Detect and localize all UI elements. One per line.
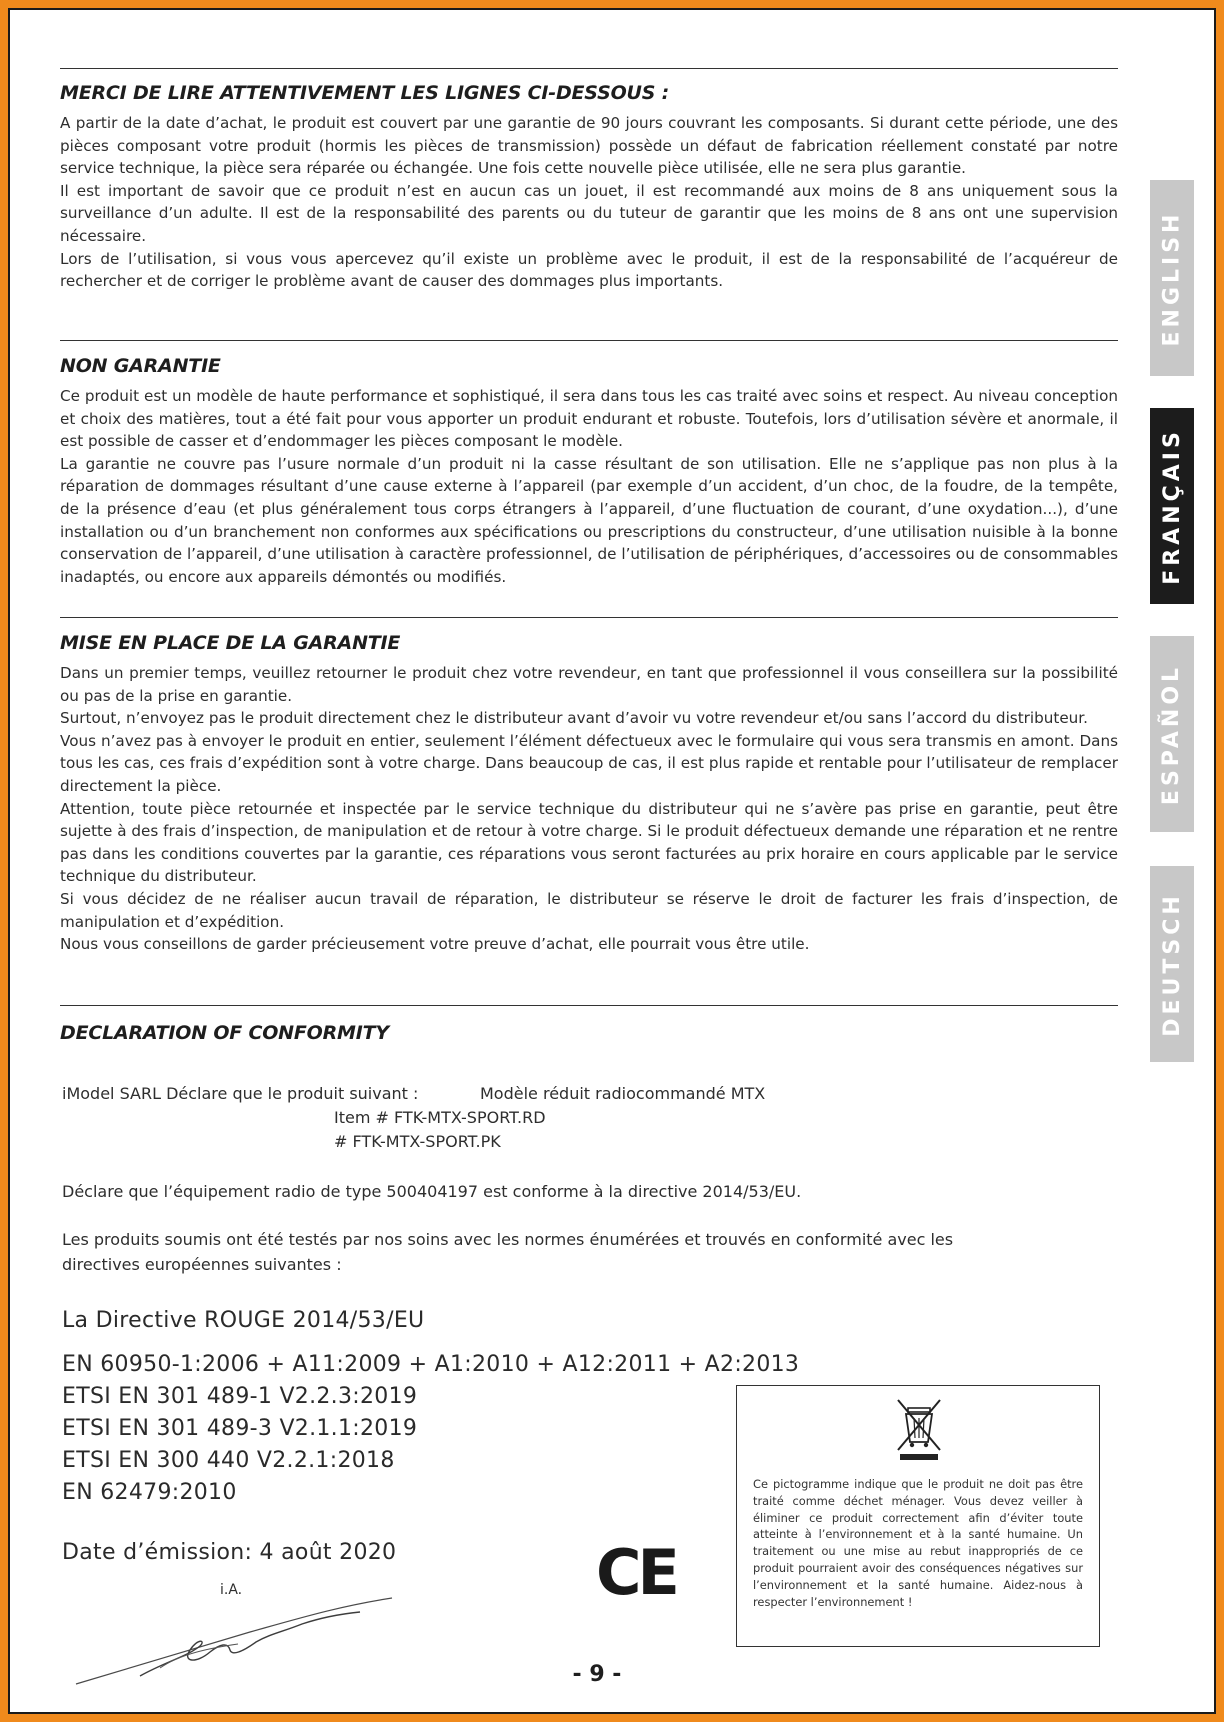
weee-notice-text: Ce pictogramme indique que le produit ne doit pas être traité comme déchet ménager. Vous devez veiller à éliminer ce produit correctement afin d’éviter toute atteinte à l’environnement et à la santé humaine. Un traitement ou une mise au rebut inappropriés de ce produit pourraient avoir des conséquences négatives sur l’environnement et la santé humaine. Aidez-nous à respecter l’environnement !: [753, 1477, 1083, 1609]
issue-date: Date d’émission: 4 août 2020: [62, 1540, 397, 1565]
section-divider: [60, 68, 1118, 69]
section-divider: [60, 617, 1118, 618]
manual-page: [10, 10, 1214, 1712]
section-title: DECLARATION OF CONFORMITY: [60, 1022, 389, 1044]
standard-item: EN 60950-1:2006 + A11:2009 + A1:2010 + A12:2011 + A2:2013: [62, 1352, 800, 1377]
tab-francais[interactable]: [1150, 408, 1194, 604]
item-number: # FTK-MTX-SPORT.PK: [334, 1132, 501, 1151]
paragraph: Dans un premier temps, veuillez retourner le produit chez votre revendeur, en tant que professionnel il vous conseillera sur la possibilité ou pas de la prise en garantie.: [60, 664, 1118, 705]
tab-deutsch[interactable]: [1150, 866, 1194, 1062]
paragraph: Nous vous conseillons de garder précieusement votre preuve d’achat, elle pourrait vous être utile.: [60, 935, 810, 954]
section-title: MISE EN PLACE DE LA GARANTIE: [60, 632, 401, 654]
tested-statement: directives européennes suivantes :: [62, 1255, 342, 1274]
section-divider: [60, 340, 1118, 341]
page-number: - 9 -: [572, 1662, 622, 1687]
section-title: NON GARANTIE: [60, 355, 221, 377]
section-declaration-title: [60, 1022, 1118, 1052]
tab-label: ENGLISH: [1159, 210, 1185, 346]
tab-label: ESPAÑOL: [1159, 663, 1185, 805]
tab-english[interactable]: [1150, 180, 1194, 376]
ce-mark: CE: [596, 1536, 676, 1609]
paragraph: Lors de l’utilisation, si vous vous apercevez qu’il existe un problème avec le produit, il est de la responsabilité de l’acquéreur de rechercher et de corriger le problème avant de causer des dommages plus importants.: [60, 249, 1118, 291]
paragraph: A partir de la date d’achat, le produit est couvert par une garantie de 90 jours couvrant les composants. Si durant cette période, une des pièces composant votre produit (hormis les pièces de transmission) possède un défaut de fabrication réellement constaté par notre service technique, la pièce sera réparée ou échangée. Une fois cette nouvelle pièce utilisée, elle ne sera plus garantie.: [60, 114, 1118, 178]
product-name: Modèle réduit radiocommandé MTX: [480, 1084, 766, 1103]
section-divider: [60, 1005, 1118, 1006]
tab-label: FRANÇAIS: [1159, 427, 1185, 585]
paragraph: Si vous décidez de ne réaliser aucun travail de réparation, le distributeur se réserve le droit de facturer les frais d’inspection, de manipulation et d’expédition.: [60, 889, 1118, 931]
paragraph: Surtout, n’envoyez pas le produit directement chez le distributeur avant d’avoir vu votre revendeur et/ou sans l’accord du distributeur.: [60, 709, 1088, 728]
directive-title: La Directive ROUGE 2014/53/EU: [62, 1308, 425, 1333]
standard-item: ETSI EN 300 440 V2.2.1:2018: [62, 1448, 395, 1473]
standard-item: ETSI EN 301 489-3 V2.1.1:2019: [62, 1416, 418, 1441]
tested-statement: Les produits soumis ont été testés par nos soins avec les normes énumérées et trouvés en conformité avec les: [62, 1230, 954, 1249]
section-mise-en-place: [60, 632, 1118, 956]
crossed-bin-icon: [894, 1396, 944, 1462]
paragraph: Attention, toute pièce retournée et inspectée par le service technique du distributeur qui ne s’avère pas prise en garantie, peut être sujette à des frais d’inspection, de manipulation et de retour à votre charge. Si le produit défectueux demande une réparation et ne rentre pas dans les conditions couvertes par la garantie, ces réparations vous seront facturées au prix horaire en cours applicable par le service technique du distributeur.: [60, 799, 1118, 886]
section-non-garantie: [60, 355, 1118, 588]
declarant-text: iModel SARL Déclare que le produit suivant :: [62, 1084, 419, 1103]
section-merci: [60, 82, 1118, 293]
weee-notice-box: [736, 1385, 1100, 1647]
standard-item: ETSI EN 301 489-1 V2.2.3:2019: [62, 1384, 418, 1409]
item-number: Item # FTK-MTX-SPORT.RD: [334, 1108, 546, 1127]
tab-espanol[interactable]: [1150, 636, 1194, 832]
radio-statement: Déclare que l’équipement radio de type 500404197 est conforme à la directive 2014/53/EU.: [62, 1182, 802, 1201]
section-title: MERCI DE LIRE ATTENTIVEMENT LES LIGNES CI-DESSOUS :: [60, 82, 670, 104]
standard-item: EN 62479:2010: [62, 1480, 237, 1505]
tab-label: DEUTSCH: [1159, 891, 1185, 1037]
paragraph: Vous n’avez pas à envoyer le produit en entier, seulement l’élément défectueux avec le formulaire qui vous sera transmis en amont. Dans tous les cas, ces frais d’expédition sont à votre charge. Dans beaucoup de cas, il est plus rapide et rentable pour l’utilisateur de remplacer directement la pièce.: [60, 731, 1118, 795]
paragraph: La garantie ne couvre pas l’usure normale d’un produit ni la casse résultant de son utilisation. Elle ne s’applique pas non plus à la réparation de dommages résultant d’une cause externe à l’appareil (par exemple d’un accident, d’un choc, de la foudre, de la tempête, de la présence d’eau (et plus généralement tous corps étrangers à l’appareil, d’une fluctuation de courant, d’une oxydation...), d’une installation ou d’un branchement non conformes aux spécifications ou prescriptions du constructeur, d’une utilisation nuisible à la bonne conservation de l’appareil, d’une utilisation à caractère professionnel, de l’utilisation de périphériques, d’accessoires ou de consommables inadaptés, ou encore aux appareils démontés ou modifiés.: [60, 454, 1118, 586]
signatory-label: i.A.: [220, 1582, 243, 1598]
page-frame: [8, 8, 1216, 1714]
paragraph: Ce produit est un modèle de haute performance et sophistiqué, il sera dans tous les cas traité avec soins et respect. Au niveau conception et choix des matières, tout a été fait pour vous apporter un produit endurant et robuste. Toutefois, lors d’utilisation sévère et anormale, il est possible de casser et d’endommager les pièces composant le modèle.: [60, 387, 1118, 451]
paragraph: Il est important de savoir que ce produit n’est en aucun cas un jouet, il est recommandé aux moins de 8 ans uniquement sous la surveillance d’un adulte. Il est de la responsabilité des parents ou du tuteur de garantir que les moins de 8 ans ont une supervision nécessaire.: [60, 181, 1118, 245]
